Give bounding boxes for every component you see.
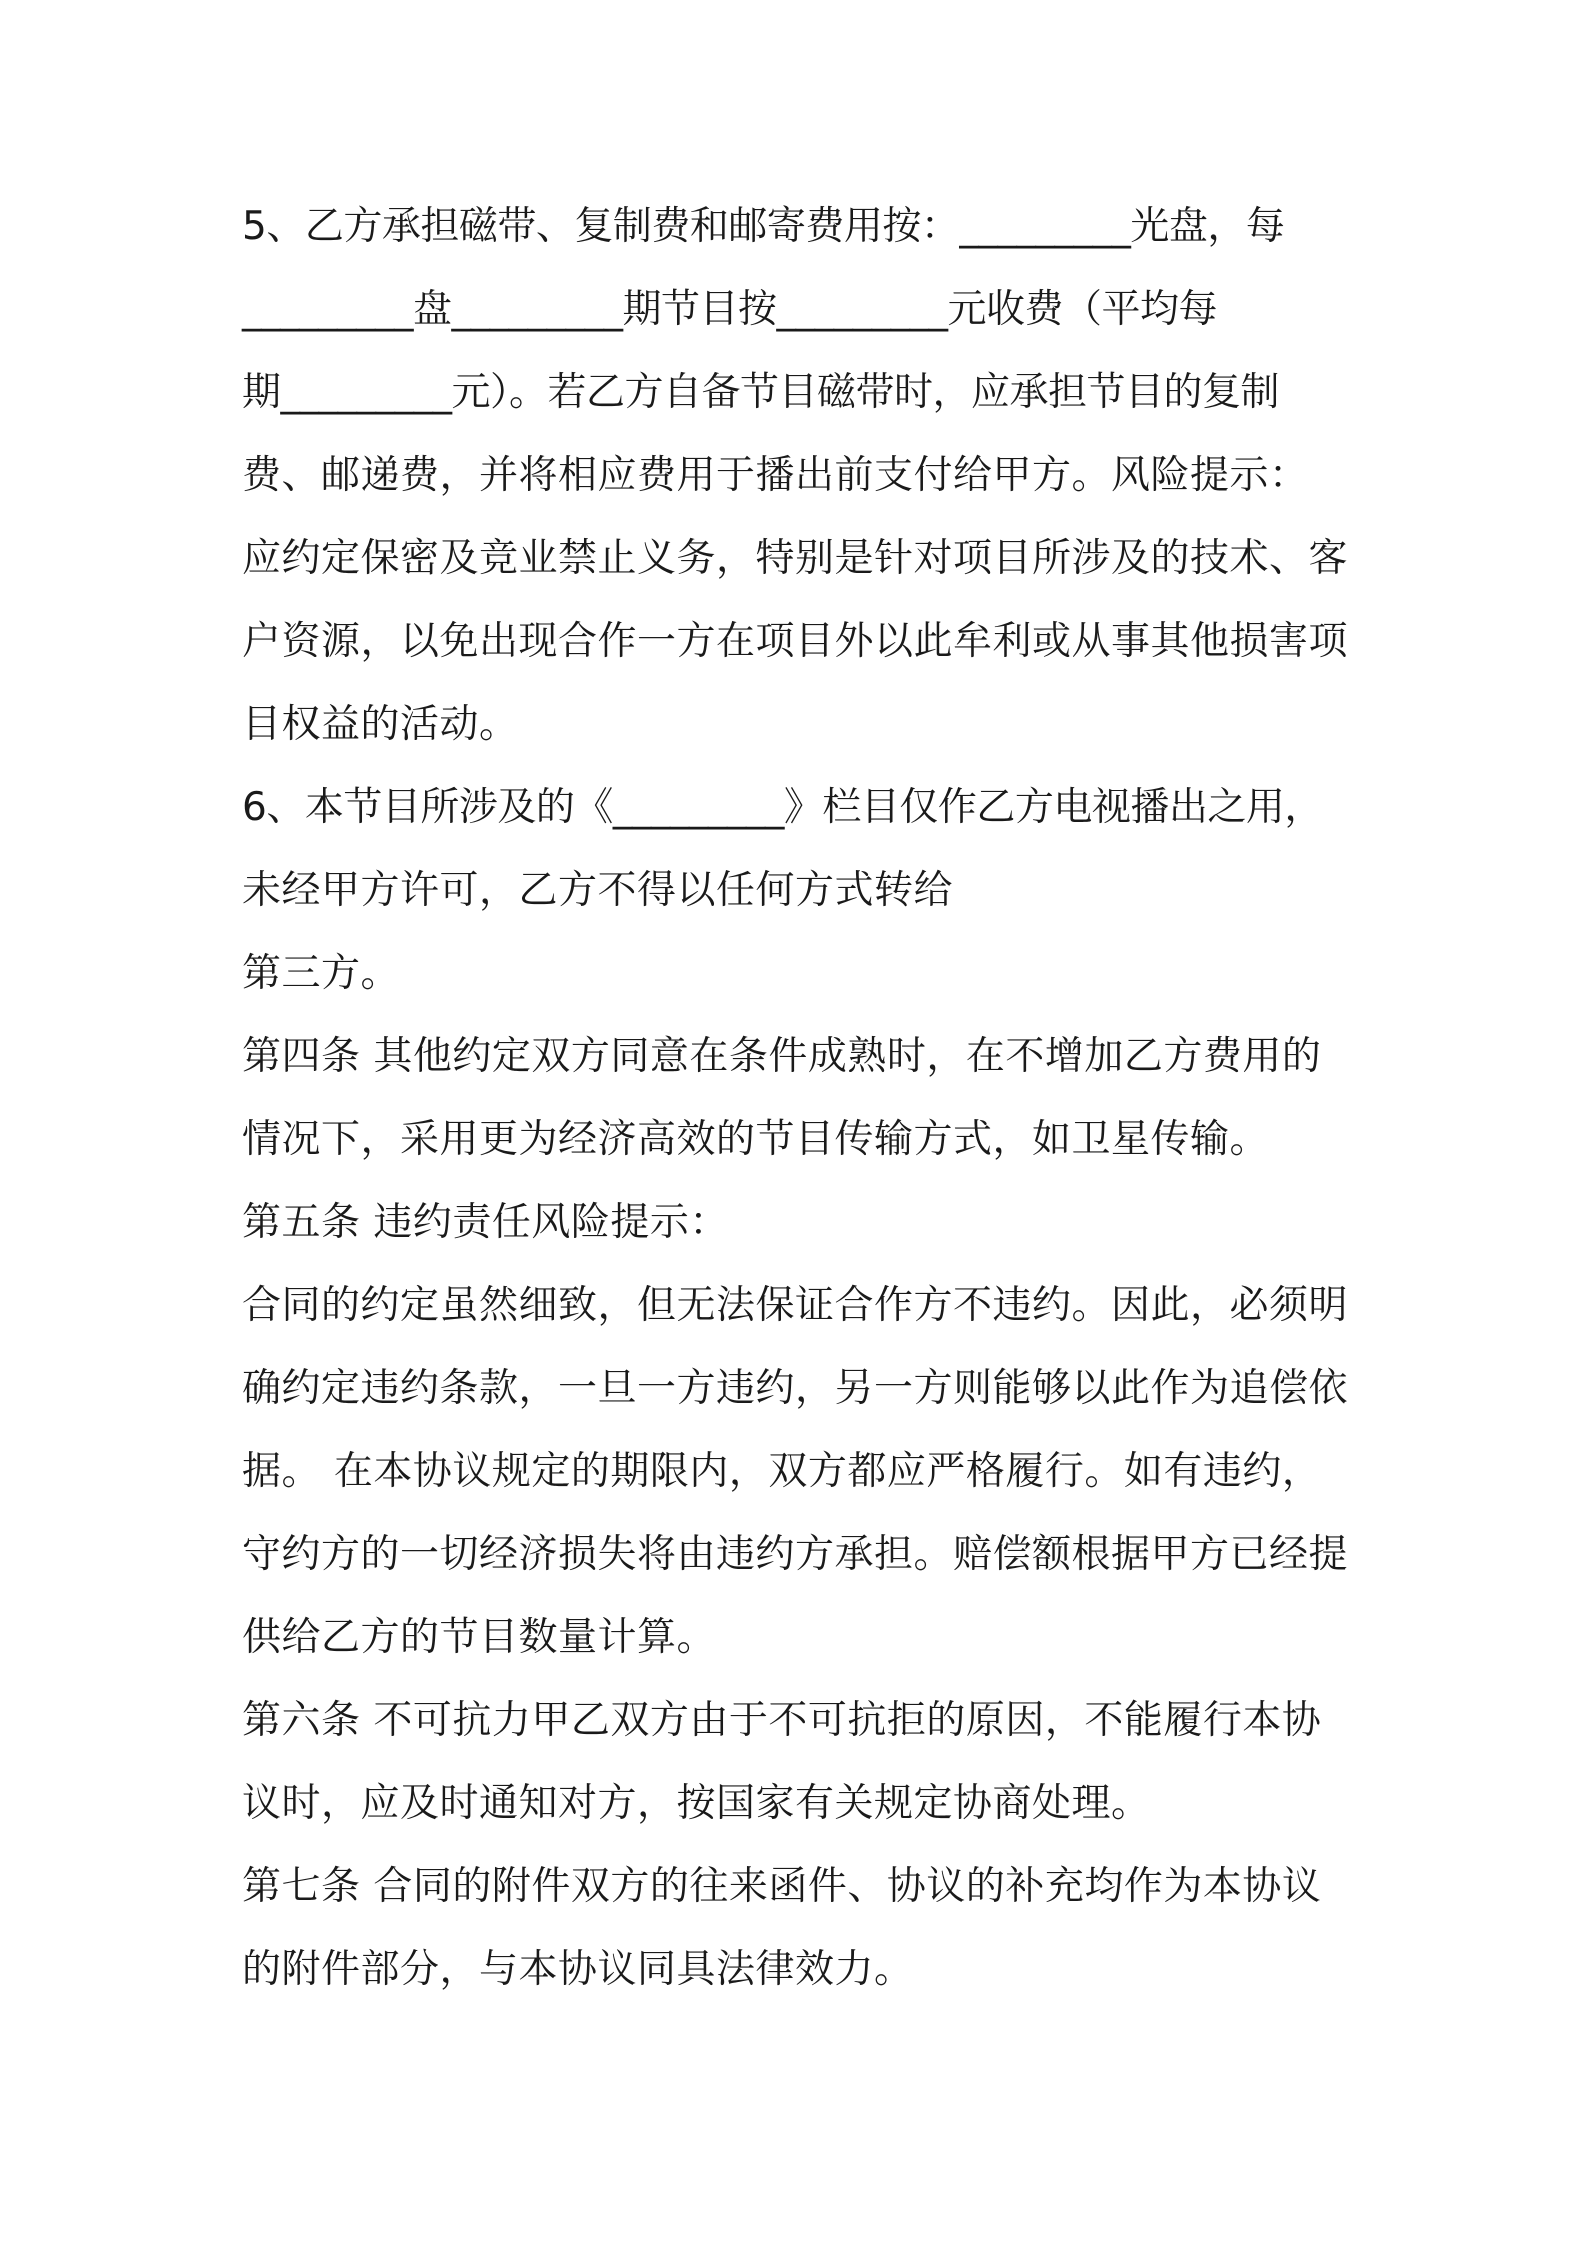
section-heading-7: 第七条 合同的附件双方的往来函件、协议的补充均作为本协议 [242, 1864, 1322, 1909]
section-heading-5: 第五条 违约责任风险提示： [242, 1200, 729, 1245]
text-line: 期_________元）。若乙方自备节目磁带时，应承担节目的复制 [242, 370, 1280, 415]
text-line: 的附件部分，与本协议同具法律效力。 [242, 1947, 914, 1992]
text-line: 第三方。 [242, 951, 401, 996]
document-body [242, 185, 1362, 2011]
text-line: 守约方的一切经济损失将由违约方承担。赔偿额根据甲方已经提 [242, 1532, 1349, 1577]
text-line: 情况下，采用更为经济高效的节目传输方式，如卫星传输。 [242, 1117, 1270, 1162]
text-line: 确约定违约条款，一旦一方违约，另一方则能够以此作为追偿依 [242, 1366, 1349, 1411]
text-line: 供给乙方的节目数量计算。 [242, 1615, 717, 1660]
text-line: 6、本节目所涉及的《_________》栏目仅作乙方电视播出之用， [242, 785, 1323, 830]
text-line: 费、邮递费，并将相应费用于播出前支付给甲方。风险提示： [242, 453, 1309, 498]
text-line: 户资源，以免出现合作一方在项目外以此牟利或从事其他损害项 [242, 619, 1349, 664]
text-line: 应约定保密及竞业禁止义务，特别是针对项目所涉及的技术、客 [242, 536, 1349, 581]
text-line: 合同的约定虽然细致，但无法保证合作方不违约。因此，必须明 [242, 1283, 1349, 1328]
text-line: 未经甲方许可，乙方不得以任何方式转给 [242, 868, 954, 913]
text-line: 5、乙方承担磁带、复制费和邮寄费用按：_________光盘，每 [242, 204, 1285, 249]
section-heading-4: 第四条 其他约定双方同意在条件成熟时，在不增加乙方费用的 [242, 1034, 1322, 1079]
section-heading-6: 第六条 不可抗力甲乙双方由于不可抗拒的原因，不能履行本协 [242, 1698, 1322, 1743]
text-line: _________盘_________期节目按_________元收费（平均每 [242, 287, 1218, 332]
text-line: 据。 在本协议规定的期限内，双方都应严格履行。如有违约， [242, 1449, 1322, 1494]
text-line: 目权益的活动。 [242, 702, 519, 747]
text-line: 议时，应及时通知对方，按国家有关规定协商处理。 [242, 1781, 1151, 1826]
